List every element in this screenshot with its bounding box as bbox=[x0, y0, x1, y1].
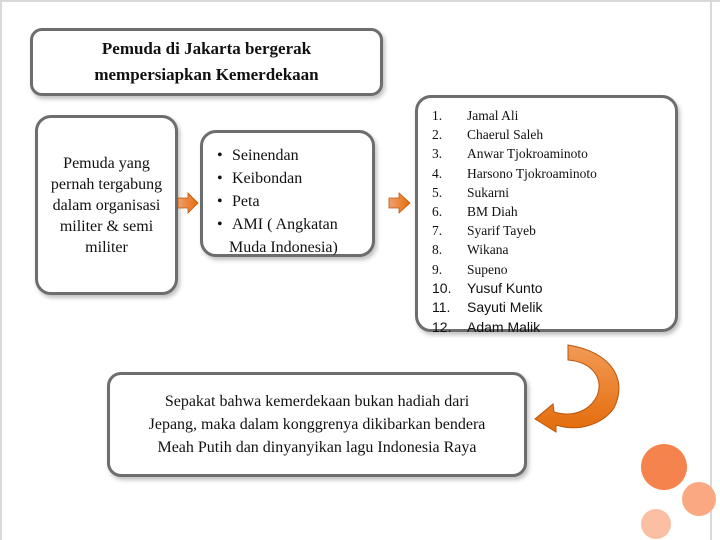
name-number: 6. bbox=[432, 204, 443, 220]
name-number: 9. bbox=[432, 261, 443, 277]
title-line-2: mempersiapkan Kemerdekaan bbox=[94, 65, 319, 84]
name-text: Yusuf Kunto bbox=[467, 279, 543, 296]
name-number: 5. bbox=[432, 184, 443, 200]
name-number: 7. bbox=[432, 223, 443, 239]
org-item: • Peta bbox=[217, 190, 338, 213]
name-text: Supeno bbox=[467, 261, 508, 277]
conclusion-line-2: Jepang, maka dalam konggrenya dikibarkan bendera bbox=[148, 416, 486, 433]
decor-circle-medium bbox=[682, 482, 716, 516]
name-number: 11. bbox=[432, 299, 451, 316]
name-number: 4. bbox=[432, 165, 443, 181]
name-number: 1. bbox=[432, 108, 443, 123]
name-text: Jamal Ali bbox=[467, 108, 519, 123]
name-number: 10. bbox=[432, 279, 452, 296]
right-arrow-1-icon bbox=[178, 193, 198, 213]
conclusion-line-3: Meah Putih dan dinyanyikan lagu Indonesia Raya bbox=[157, 439, 477, 456]
name-number: 8. bbox=[432, 242, 443, 258]
name-text: BM Diah bbox=[467, 204, 518, 220]
name-text: Harsono Tjokroaminoto bbox=[467, 165, 597, 181]
name-number: 2. bbox=[432, 127, 443, 143]
name-number: 12. bbox=[432, 318, 452, 335]
conclusion-line-1: Sepakat bahwa kemerdekaan bukan hadiah dari bbox=[164, 393, 470, 410]
name-text: Sukarni bbox=[467, 184, 509, 200]
curved-arrow-icon bbox=[535, 345, 619, 432]
name-text: Sayuti Melik bbox=[467, 299, 543, 316]
org-item: • Keibondan bbox=[217, 167, 338, 190]
decor-circle-large bbox=[641, 444, 687, 490]
name-number: 3. bbox=[432, 146, 443, 162]
name-text: Anwar Tjokroaminoto bbox=[467, 146, 588, 162]
name-text: Adam Malik bbox=[467, 318, 541, 335]
right-arrow-2-icon bbox=[389, 193, 410, 213]
name-text: Syarif Tayeb bbox=[467, 223, 536, 239]
name-text: Wikana bbox=[467, 242, 509, 258]
org-item: • Seinendan bbox=[217, 144, 338, 167]
name-text: Chaerul Saleh bbox=[467, 127, 544, 143]
title-line-1: Pemuda di Jakarta bergerak bbox=[101, 39, 312, 58]
org-item: • AMI ( Angkatan bbox=[217, 213, 338, 236]
org-item-continuation: Muda Indonesia) bbox=[229, 239, 338, 256]
militer-youth-text: Pemuda yang pernah tergabung dalam organisasi militer & semi militer bbox=[50, 154, 163, 256]
decor-circle-small bbox=[641, 509, 671, 539]
